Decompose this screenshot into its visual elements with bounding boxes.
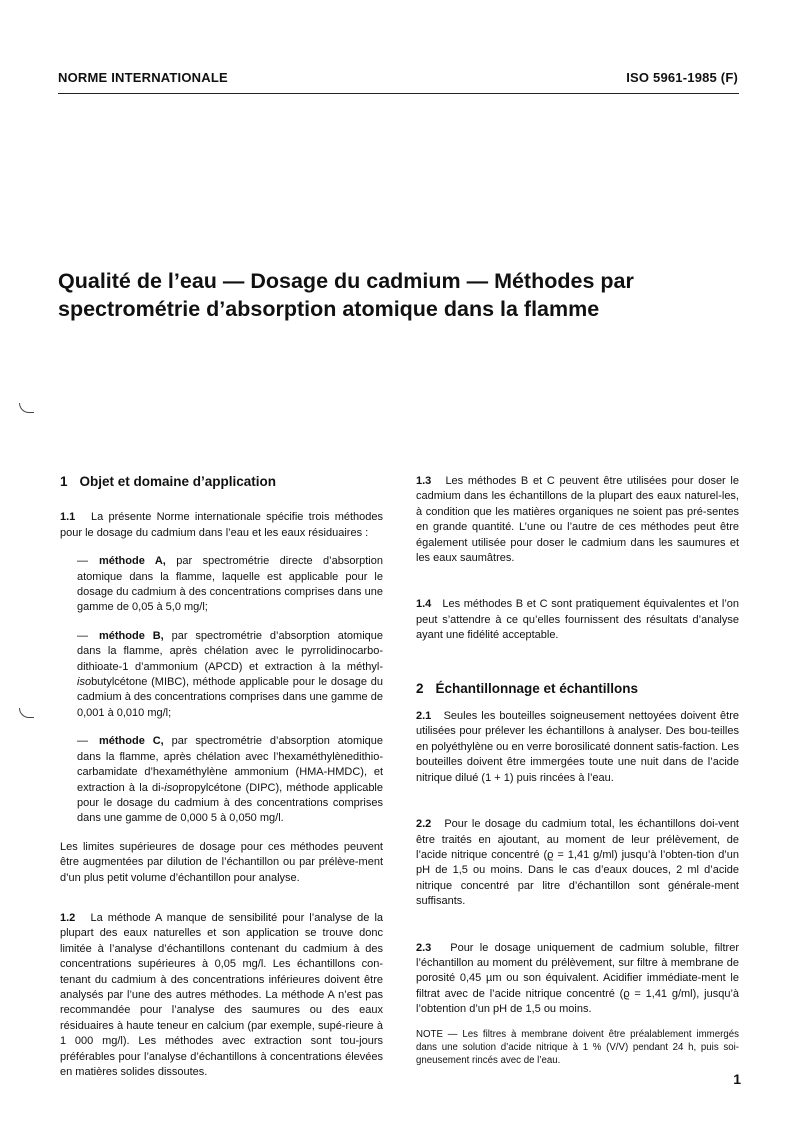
clause-text: Les méthodes B et C sont pratiquement équivalentes et l’on peut s’attendre à ce qu’elles fournissent des résultats d’analyse ayant une fidélité acceptable. [416, 598, 739, 642]
method-b-italic: iso [77, 676, 92, 689]
right-column [416, 474, 739, 1068]
left-column [60, 474, 383, 1080]
dash: — [77, 629, 88, 642]
method-a-item [60, 554, 383, 616]
section-title: Objet et domaine d’application [79, 474, 277, 489]
title-line-1: Qualité de l’eau — Dosage du cadmium — Méthodes par [58, 269, 634, 293]
clause-number: 1.1 [60, 511, 76, 524]
clause-text: Pour le dosage uniquement de cadmium soluble, filtrer l’échantillon au moment du prélèvement, sur filtre à membrane de porosité 0,45 µm ou son équivalent. Acidifier immédiate-ment le filtrat avec de l’acide nitrique concentré (ϱ = 1,41 g/ml), jusqu’à l’obtention d’un pH de 1,5 ou moins. [416, 941, 739, 1016]
dash: — [77, 735, 88, 748]
clause-number: 2.2 [416, 818, 432, 831]
method-b-item [60, 629, 383, 721]
clause-2-1 [416, 709, 739, 786]
clause-number: 1.2 [60, 911, 76, 924]
clause-text: La méthode A manque de sensibilité pour l’analyse de la plupart des eaux naturelles et son application se trouve donc limitée à l’analyse d’échantillons contenant du cadmium à des concentrations supérieures à 0,05 mg/l. Les échantillons con-tenant du cadmium à des concentrations inférieures doivent être analysés par l’une des autres méthodes. La méthode A n’est pas recommandée pour l’analyse des saumures ou des eaux résiduaires à haute teneur en calcium (par exemple, supé-rieure à 1 000 mg/l). Les méthodes avec extraction sont tou-jours préférables pour l’analyse d’échantillons à concentrations élevées en matières solides dissoutes. [60, 911, 384, 1078]
clause-text: Pour le dosage du cadmium total, les échantillons doi-vent être traités en ajoutant, au moment de leur prélèvement, de l’acide nitrique concentré (ϱ = 1,41 g/ml) jusqu’à l’obten-tion d’un pH de 1,5 ou moins. Dans le cas d’eaux douces, 2 ml d’acide nitrique concentré par litre d’échantillon sont générale-ment suffisants. [416, 818, 739, 908]
section-number: 2 [416, 680, 424, 696]
method-a-text: par spectrométrie directe d’absorption atomique dans la flamme, laquelle est applicable pour le dosage du cadmium à des concentrations comprises dans une gamme de 0,05 à 5,0 mg/l; [77, 555, 383, 614]
clause-number: 1.4 [416, 598, 432, 611]
method-c-item [60, 734, 383, 826]
clause-1-1 [60, 510, 383, 541]
title-line-2: spectrométrie d’absorption atomique dans la flamme [58, 297, 600, 321]
limits-paragraph: Les limites supérieures de dosage pour ces méthodes peuvent être augmentées par dilution de l’échantillon ou par prélève-ment d’un plus petit volume d’échantillon pour analyse. [60, 840, 383, 884]
section-1-heading [60, 474, 383, 489]
method-c-text-b: propylcétone (DIPC), méthode applicable pour le dosage du cadmium à des concentrations comprises dans une gamme de 0,000 5 à 0,050 mg/l. [77, 781, 383, 825]
section-number: 1 [60, 474, 68, 489]
clause-text: La présente Norme internationale spécifie trois méthodes pour le dosage du cadmium dans l’eau et les eaux résiduaires : [60, 511, 384, 539]
method-c-name: méthode C, [99, 735, 164, 748]
method-c-text-a: par spectrométrie d’absorption atomique dans la flamme, après chélation avec l’hexaméthylènedithio-carbamidate d’hexaméthylène ammonium (HMA-HMDC), et extraction à la di- [77, 735, 383, 794]
note: NOTE — Les filtres à membrane doivent être préalablement immergés dans une solution d’acide nitrique à 1 % (V/V) pendant 24 h, puis soi-gneusement rincés avec de l’eau. [416, 1028, 739, 1067]
method-c-italic: iso [164, 781, 179, 794]
method-b-name: méthode B, [99, 629, 164, 642]
page-number: 1 [733, 1071, 741, 1087]
method-b-text-b: butylcétone (MIBC), méthode applicable pour le dosage du cadmium à des concentrations comprises dans une gamme de 0,001 à 0,010 mg/l; [77, 676, 383, 719]
clause-number: 1.3 [416, 475, 432, 487]
clause-1-2 [60, 911, 383, 1080]
dash: — [77, 555, 88, 568]
clause-1-4 [416, 597, 739, 643]
clause-1-3 [416, 474, 739, 566]
method-b-text-a: par spectrométrie d’absorption atomique dans la flamme, après chélation avec le pyrrolidinocarbo-dithioate-1 d’ammonium (APCD) et extraction à la méthyl- [77, 629, 383, 673]
document-title [58, 267, 748, 323]
header-right: ISO 5961-1985 (F) [626, 70, 738, 85]
clause-2-2 [416, 817, 739, 909]
margin-mark [19, 403, 34, 413]
clause-text: Seules les bouteilles soigneusement nettoyées doivent être utilisées pour prélever les échantillons à analyser. Des bou-teilles en polyéthylène ou en verre borosilicaté donnent satis-faction. Les bouteilles doivent être immergées toute une nuit dans de l’acide nitrique dilué (1 + 1) puis rincées à l’eau. [416, 710, 739, 784]
header-rule [58, 93, 739, 94]
clause-text: Les méthodes B et C peuvent être utilisées pour doser le cadmium dans les échantillons de la plupart des eaux naturel-les, à condition que les matières organiques ne soient pas pré-sentes en grande quantité. L’une ou l’autre de ces méthodes peut être également utilisée pour doser le cadmium dans les saumures et les eaux saumâtres. [416, 475, 739, 565]
section-title: Échantillonnage et échantillons [435, 680, 639, 696]
clause-number: 2.3 [416, 941, 432, 954]
clause-number: 2.1 [416, 710, 432, 723]
margin-mark [19, 708, 34, 718]
clause-2-3 [416, 941, 739, 1018]
method-a-name: méthode A, [99, 555, 166, 568]
header-left: NORME INTERNATIONALE [58, 70, 228, 85]
section-2-heading [416, 681, 739, 696]
